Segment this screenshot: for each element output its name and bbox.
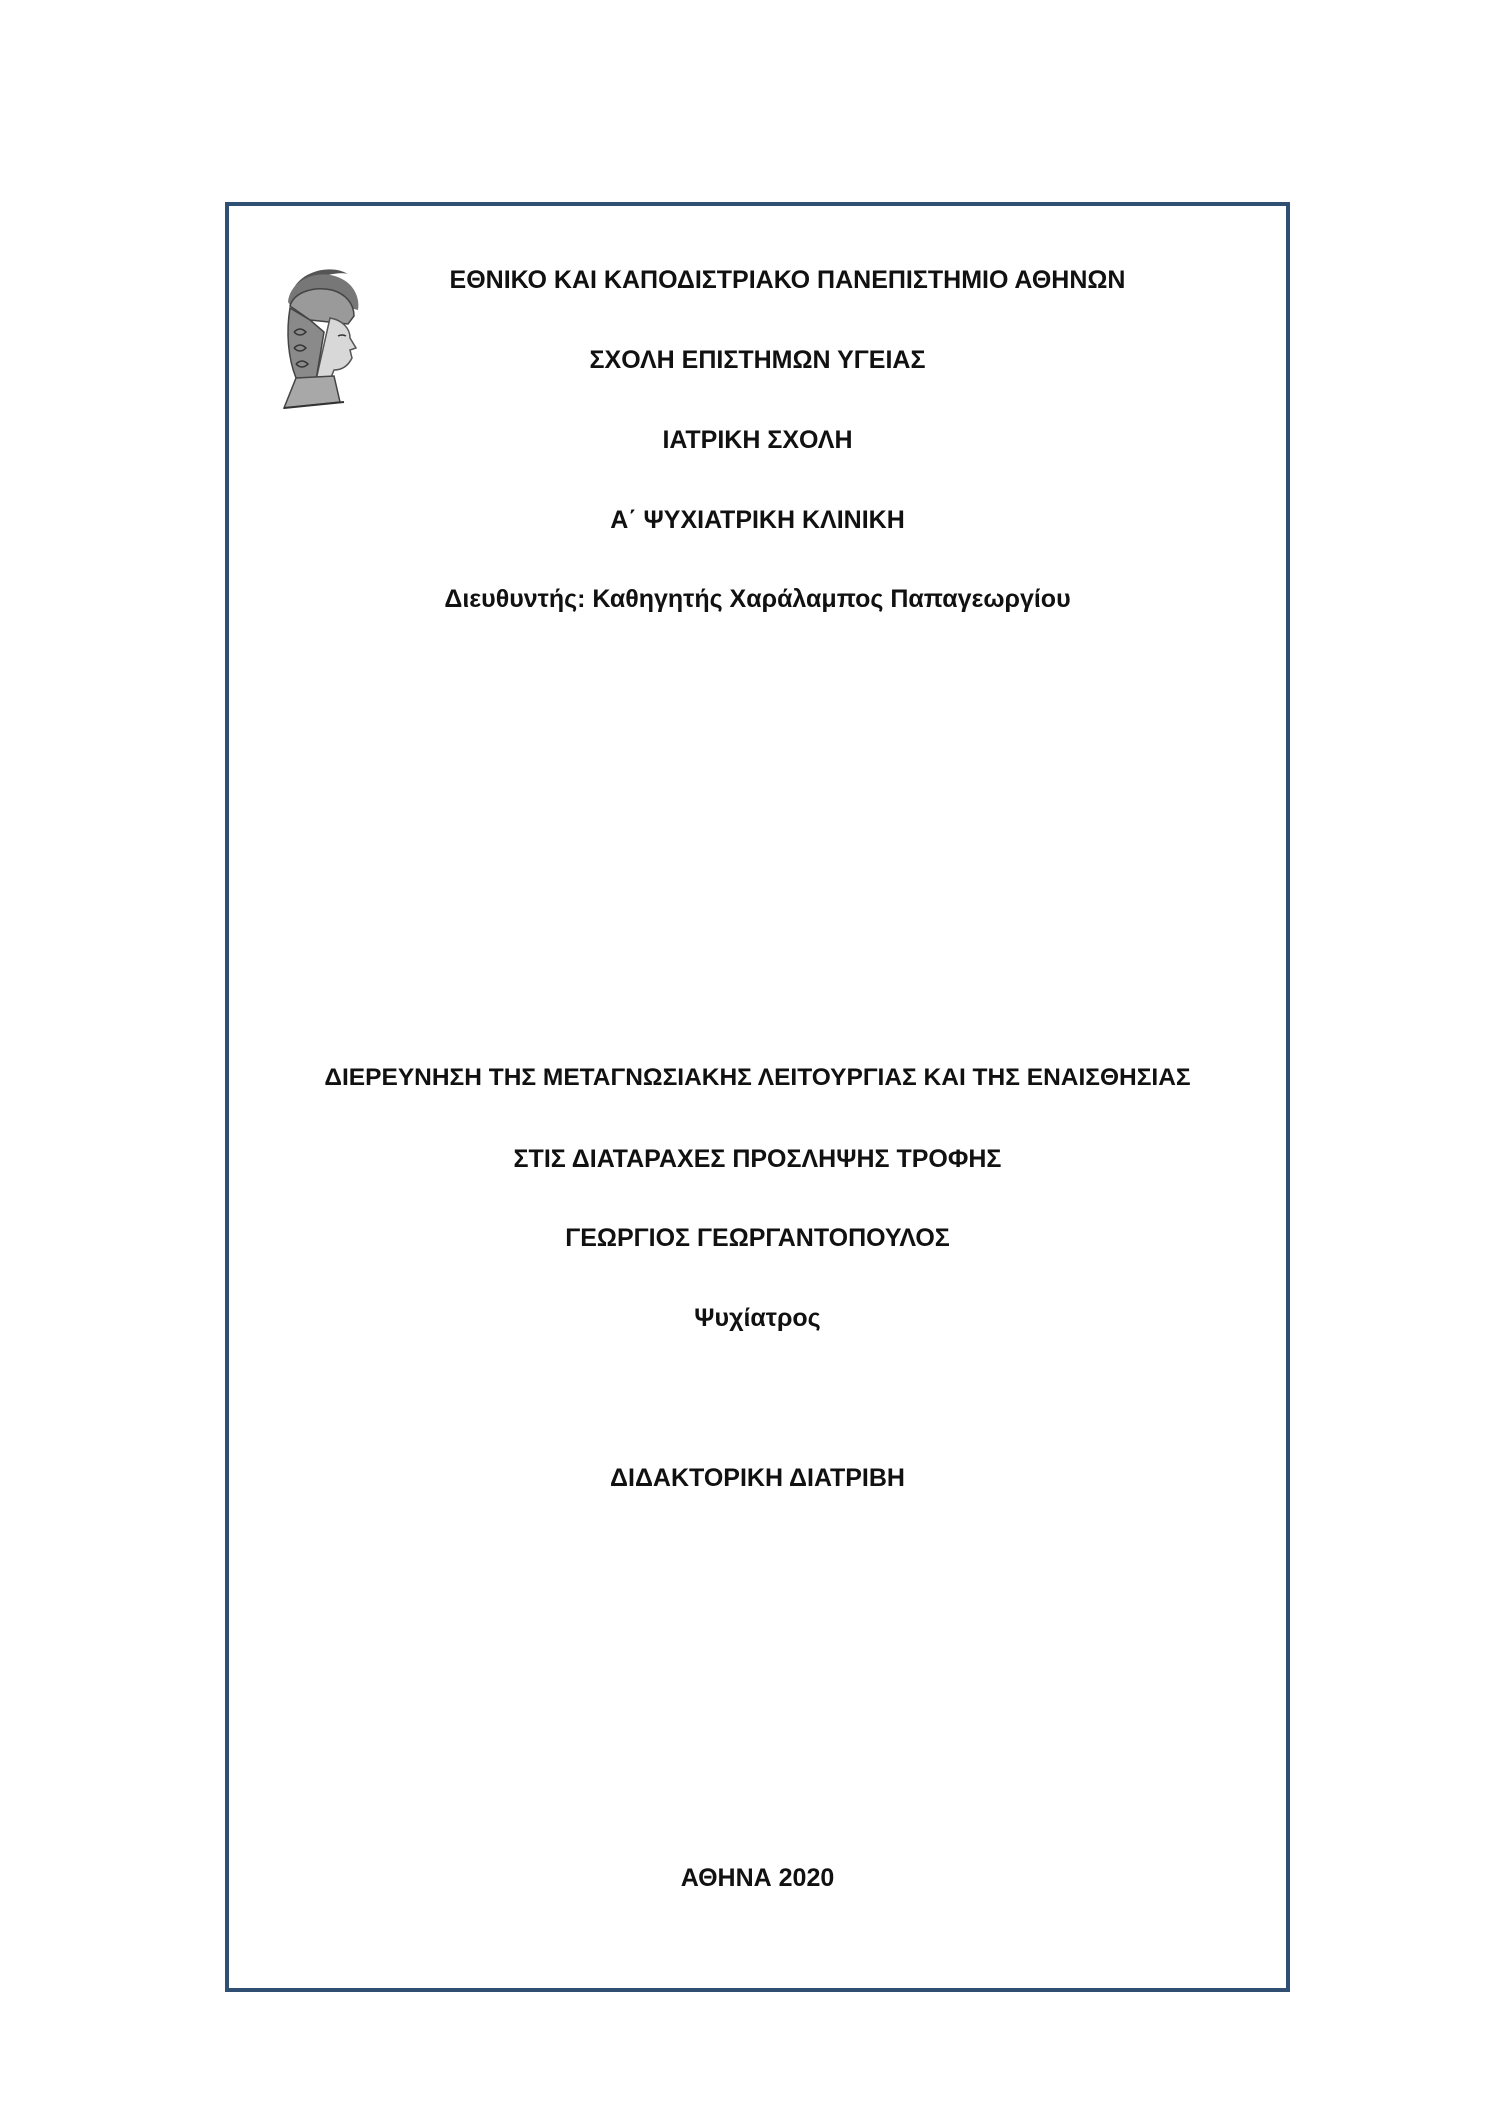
thesis-type: ΔΙΔΑΚΤΟΡΙΚΗ ΔΙΑΤΡΙΒΗ bbox=[610, 1464, 905, 1492]
thesis-title-line-2: ΣΤΙΣ ΔΙΑΤΑΡΑΧΕΣ ΠΡΟΣΛΗΨΗΣ ΤΡΟΦΗΣ bbox=[513, 1145, 1002, 1173]
page-border-frame bbox=[225, 202, 1290, 1992]
place-year: ΑΘΗΝΑ 2020 bbox=[680, 1864, 835, 1892]
author-profession: Ψυχίατρος bbox=[694, 1304, 821, 1332]
thesis-title-line-1: ΔΙΕΡΕΥΝΗΣΗ ΤΗΣ ΜΕΤΑΓΝΩΣΙΑΚΗΣ ΛΕΙΤΟΥΡΓΙΑΣ ΚΑΙ ΤΗΣ ΕΝΑΙΣΘΗΣΙΑΣ bbox=[324, 1064, 1191, 1091]
author-name: ΓΕΩΡΓΙΟΣ ΓΕΩΡΓΑΝΤΟΠΟΥΛΟΣ bbox=[565, 1224, 950, 1252]
university-name: ΕΘΝΙΚΟ ΚΑΙ ΚΑΠΟΔΙΣΤΡΙΑΚΟ ΠΑΝΕΠΙΣΤΗΜΙΟ ΑΘΗΝΩΝ bbox=[449, 266, 1126, 294]
school-name: ΣΧΟΛΗ ΕΠΙΣΤΗΜΩΝ ΥΓΕΙΑΣ bbox=[589, 346, 926, 374]
clinic-name: Α΄ ΨΥΧΙΑΤΡΙΚΗ ΚΛΙΝΙΚΗ bbox=[610, 506, 905, 534]
faculty-name: ΙΑΤΡΙΚΗ ΣΧΟΛΗ bbox=[662, 426, 853, 454]
director-line: Διευθυντής: Καθηγητής Χαράλαμπος Παπαγεωργίου bbox=[444, 585, 1071, 613]
